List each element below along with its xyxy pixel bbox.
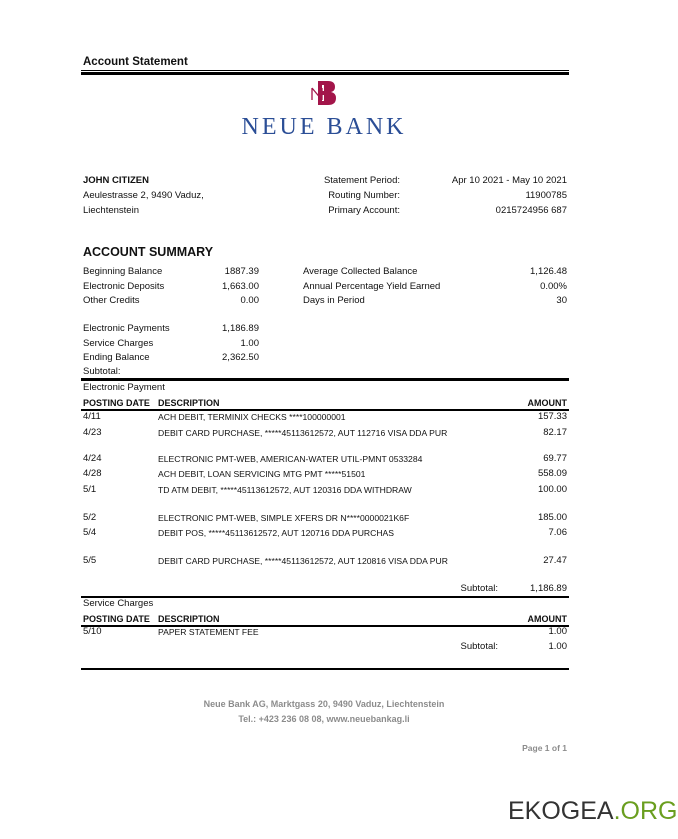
column-header-date: POSTING DATE <box>83 398 150 408</box>
summary-title: ACCOUNT SUMMARY <box>83 245 214 259</box>
watermark <box>508 796 678 826</box>
bank-name-logo: NEUE BANK <box>241 114 407 140</box>
subtotal-value: 1,186.89 <box>530 583 567 594</box>
summary-label: Electronic Deposits <box>83 281 165 292</box>
transaction-date: 5/5 <box>83 555 97 566</box>
summary-value: 30 <box>556 295 567 306</box>
transaction-amount: 7.06 <box>548 527 567 538</box>
transaction-amount: 558.09 <box>537 468 567 479</box>
transaction-date: 4/24 <box>83 453 102 464</box>
statement-info-label: Statement Period: <box>323 175 400 186</box>
transaction-date: 5/2 <box>83 512 97 523</box>
transaction-amount: 82.17 <box>543 427 567 438</box>
section-rule <box>81 378 569 381</box>
transaction-description: DEBIT POS, *****45113612572, AUT 120716 DDA PURCHAS <box>158 528 394 538</box>
summary-value: 1,663.00 <box>222 281 259 292</box>
subtotal-label: Subtotal: <box>460 641 498 652</box>
transaction-description: DEBIT CARD PURCHASE, *****45113612572, AUT 120816 VISA DDA PUR <box>158 556 448 566</box>
statement-info-value: Apr 10 2021 - May 10 2021 <box>451 175 567 186</box>
electronic-payment-title: Electronic Payment <box>83 382 165 393</box>
summary-label: Days in Period <box>303 295 365 306</box>
summary-label: Service Charges <box>83 338 154 349</box>
transaction-date: 4/28 <box>83 468 102 479</box>
transaction-amount: 185.00 <box>537 512 567 523</box>
subtotal-label: Subtotal: <box>460 583 498 594</box>
column-header-amount: AMOUNT <box>527 398 567 408</box>
summary-label: Beginning Balance <box>83 266 163 277</box>
transaction-description: TD ATM DEBIT, *****45113612572, AUT 120316 DDA WITHDRAW <box>158 485 412 495</box>
bank-logo-icon <box>311 80 337 106</box>
transaction-amount: 100.00 <box>537 484 567 495</box>
summary-value: 0.00% <box>540 281 567 292</box>
summary-value: 0.00 <box>240 295 259 306</box>
statement-info-label: Routing Number: <box>328 190 400 201</box>
transaction-amount: 157.33 <box>537 411 567 422</box>
transaction-description: ELECTRONIC PMT-WEB, AMERICAN-WATER UTIL-PMNT 0533284 <box>158 454 423 464</box>
customer-address-line2: Liechtenstein <box>83 205 139 216</box>
transaction-description: ACH DEBIT, TERMINIX CHECKS ****100000001 <box>158 412 346 422</box>
transaction-date: 5/4 <box>83 527 97 538</box>
transaction-amount: 1.00 <box>548 626 567 637</box>
customer-name: JOHN CITIZEN <box>83 175 149 186</box>
transaction-amount: 69.77 <box>543 453 567 464</box>
transaction-date: 5/10 <box>83 626 102 637</box>
transaction-date: 4/11 <box>83 411 101 422</box>
statement-info-value: 0215724956 687 <box>495 205 567 216</box>
service-charges-title: Service Charges <box>83 598 154 609</box>
statement-info-value: 11900785 <box>525 190 567 201</box>
transaction-description: ACH DEBIT, LOAN SERVICING MTG PMT *****51501 <box>158 469 366 479</box>
transaction-date: 5/1 <box>83 484 97 495</box>
transaction-description: ELECTRONIC PMT-WEB, SIMPLE XFERS DR N****0000021K6F <box>158 513 410 523</box>
summary-label: Subtotal: <box>83 366 121 377</box>
statement-info-label: Primary Account: <box>328 205 400 216</box>
watermark-part2: .ORG <box>613 797 678 825</box>
title-rule <box>81 70 569 71</box>
footer-contact: Tel.: +423 236 08 08, www.neuebankag.li <box>238 714 410 724</box>
section-rule <box>81 596 569 598</box>
column-header-date: POSTING DATE <box>83 614 150 624</box>
summary-label: Other Credits <box>83 295 140 306</box>
section-rule <box>81 668 569 670</box>
transaction-description: PAPER STATEMENT FEE <box>158 627 259 637</box>
summary-value: 1.00 <box>240 338 259 349</box>
transaction-amount: 27.47 <box>543 555 567 566</box>
watermark-part1: EKOGEA <box>508 797 614 825</box>
summary-value: 1,186.89 <box>222 323 259 334</box>
summary-label: Ending Balance <box>83 352 150 363</box>
page-number: Page 1 of 1 <box>522 743 567 753</box>
transaction-date: 4/23 <box>83 427 102 438</box>
column-header-description: DESCRIPTION <box>158 398 220 408</box>
transaction-description: DEBIT CARD PURCHASE, *****45113612572, AUT 112716 VISA DDA PUR <box>158 428 448 438</box>
footer-address: Neue Bank AG, Marktgass 20, 9490 Vaduz, Liechtenstein <box>203 699 445 709</box>
summary-label: Electronic Payments <box>83 323 170 334</box>
subtotal-value: 1.00 <box>548 641 567 652</box>
customer-address-line1: Aeulestrasse 2, 9490 Vaduz, <box>83 190 204 201</box>
summary-value: 1887.39 <box>224 266 259 277</box>
summary-label: Annual Percentage Yield Earned <box>303 281 441 292</box>
summary-value: 2,362.50 <box>222 352 259 363</box>
document-title: Account Statement <box>83 56 188 68</box>
title-rule-thick <box>81 72 569 75</box>
summary-value: 1,126.48 <box>530 266 567 277</box>
column-header-amount: AMOUNT <box>527 614 567 624</box>
column-header-description: DESCRIPTION <box>158 614 220 624</box>
summary-label: Average Collected Balance <box>303 266 418 277</box>
